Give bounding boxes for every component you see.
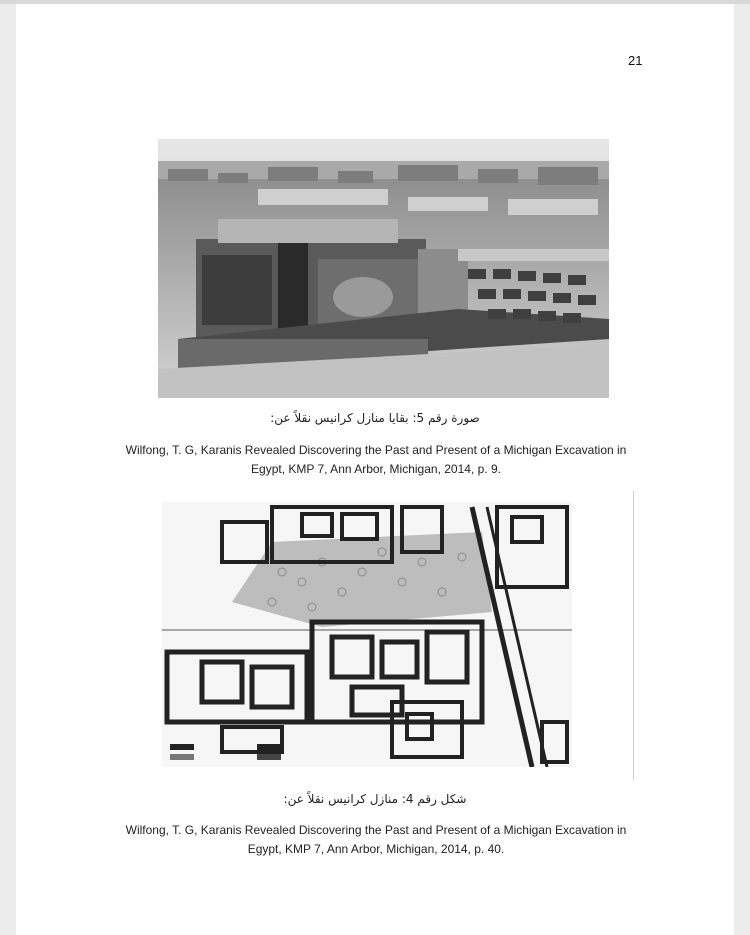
site-plan-drawing [162, 502, 572, 767]
figure2-source [116, 821, 636, 859]
figure1-source-line2: Egypt, KMP 7, Ann Arbor, Michigan, 2014, p. 9. [251, 462, 501, 476]
figure2-source-line2: Egypt, KMP 7, Ann Arbor, Michigan, 2014, p. 40. [247, 842, 505, 856]
figure1-source-line1: Wilfong, T. G, Karanis Revealed Discovering the Past and Present of a Michigan Excavation in [125, 443, 627, 457]
figure2-source-line1: Wilfong, T. G, Karanis Revealed Discovering the Past and Present of a Michigan Excavation in [125, 823, 627, 837]
figure1-source [116, 441, 636, 479]
document-page [16, 4, 734, 935]
plan-border-line [633, 491, 634, 780]
page-number: 21 [628, 53, 643, 68]
excavation-photo [158, 139, 609, 398]
figure2-caption-arabic: شكل رقم 4: منازل كرانيس نقلاً عن: [283, 792, 467, 806]
figure1-caption-arabic: صورة رقم 5: بقايا منازل كرانيس نقلاً عن: [270, 411, 480, 425]
